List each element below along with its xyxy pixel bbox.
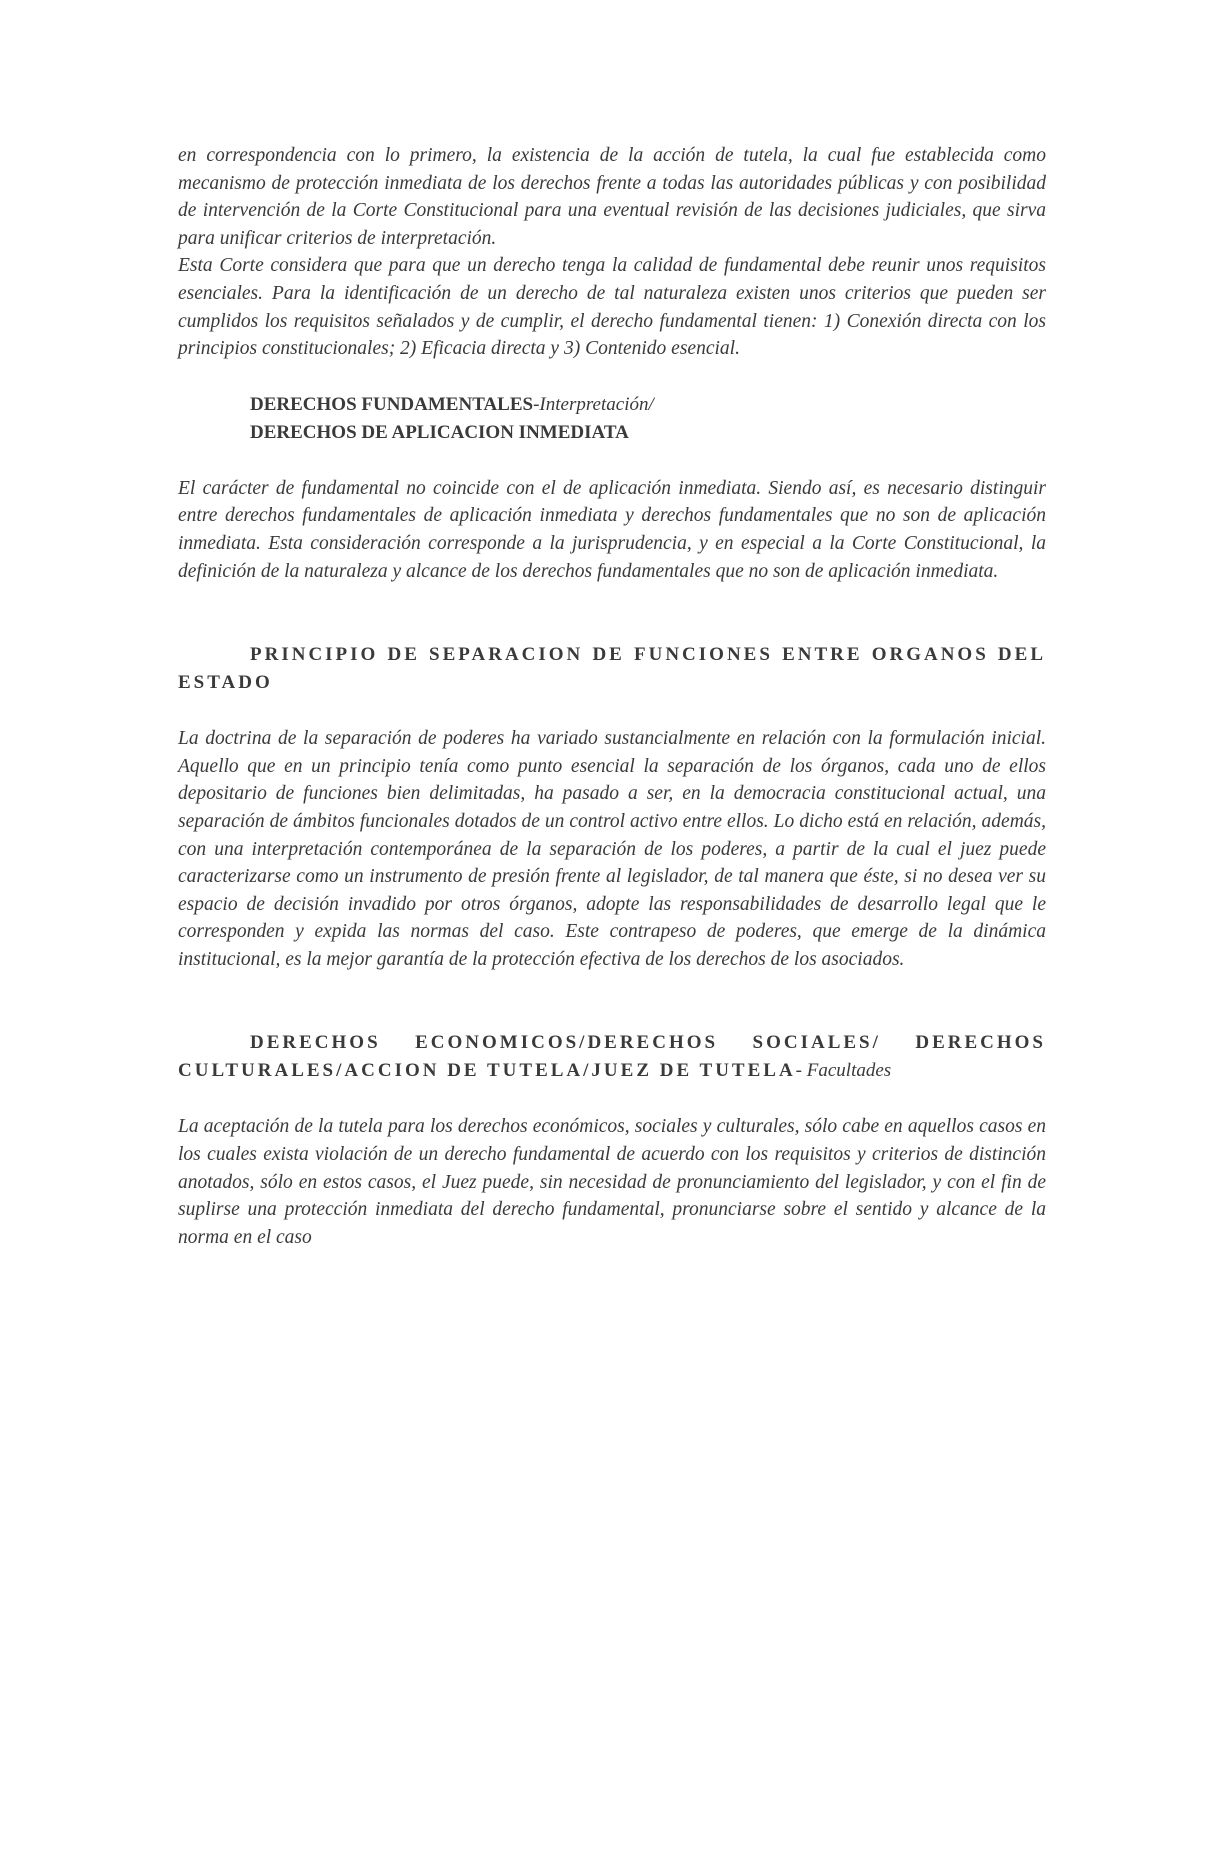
- section-heading-1: [178, 391, 1046, 419]
- section-1-paragraph: El carácter de fundamental no coincide con el de aplicación inmediata. Siendo así, es necesario distinguir entre derechos fundamentales de aplicación inmediata y derechos fundamentales que no son de aplicación inmediata. Esta consideración corresponde a la jurisprudencia, y en especial a la Corte Constitucional, la definición de la naturaleza y alcance de los derechos fundamentales que no son de aplicación inmediata.: [178, 477, 1046, 582]
- spacer: [178, 363, 1046, 391]
- heading-1-title: DERECHOS FUNDAMENTALES: [250, 393, 534, 415]
- heading-3-sub: - Facultades: [795, 1060, 892, 1082]
- heading-3-main: DERECHOS ECONOMICOS/DERECHOS SOCIALES/ DERECHOS CULTURALES/ACCION DE TUTELA/JUEZ DE TUTELA: [178, 1032, 1046, 1082]
- section-heading-3: [178, 1029, 1046, 1085]
- spacer: [178, 1085, 1046, 1113]
- intro-paragraph-1: en correspondencia con lo primero, la existencia de la acción de tutela, la cual fue establecida como mecanismo de protección inmediata de los derechos frente a todas las autoridades públicas y con posibilidad de intervención de la Corte Constitucional para una eventual revisión de las decisiones judiciales, que sirva para unificar criterios de interpretación.: [178, 145, 1046, 249]
- heading-1-sub: -Interpretación/: [533, 393, 654, 415]
- section-heading-1-line2: DERECHOS DE APLICACION INMEDIATA: [250, 421, 629, 443]
- spacer: [178, 697, 1046, 725]
- intro-paragraph-2: Esta Corte considera que para que un derecho tenga la calidad de fundamental debe reunir unos requisitos esenciales. Para la identificación de un derecho de tal naturaleza existen unos criterios que pueden ser cumplidos los requisitos señalados y de cumplir, el derecho fundamental tienen: 1) Conexión directa con los principios constitucionales; 2) Eficacia directa y 3) Contenido esencial.: [178, 255, 1046, 360]
- spacer: [178, 447, 1046, 475]
- spacer: [178, 585, 1046, 641]
- spacer: [178, 973, 1046, 1029]
- document-page: [178, 142, 1046, 1251]
- section-3-paragraph: La aceptación de la tutela para los derechos económicos, sociales y culturales, sólo cabe en aquellos casos en los cuales exista violación de un derecho fundamental de acuerdo con los requisitos y criterios de distinción anotados, sólo en estos casos, el Juez puede, sin necesidad de pronunciamiento del legislador, y con el fin de suplirse una protección inmediata del derecho fundamental, pronunciarse sobre el sentido y alcance de la norma en el caso: [178, 1116, 1046, 1248]
- section-2-paragraph: La doctrina de la separación de poderes ha variado sustancialmente en relación con la formulación inicial. Aquello que en un principio tenía como punto esencial la separación de los órganos, cada uno de ellos depositario de funciones bien delimitadas, ha pasado a ser, en la democracia constitucional actual, una separación de ámbitos funcionales dotados de un control activo entre ellos. Lo dicho está en relación, además, con una interpretación contemporánea de la separación de los poderes, a partir de la cual el juez puede caracterizarse como un instrumento de presión frente al legislador, de tal manera que éste, si no desea ver su espacio de decisión invadido por otros órganos, adopte las responsabilidades de desarrollo legal que le corresponden y expida las normas del caso. Este contrapeso de poderes, que emerge de la dinámica institucional, es la mejor garantía de la protección efectiva de los derechos de los asociados.: [178, 728, 1046, 970]
- section-heading-2: PRINCIPIO DE SEPARACION DE FUNCIONES ENTRE ORGANOS DEL ESTADO: [178, 644, 1046, 694]
